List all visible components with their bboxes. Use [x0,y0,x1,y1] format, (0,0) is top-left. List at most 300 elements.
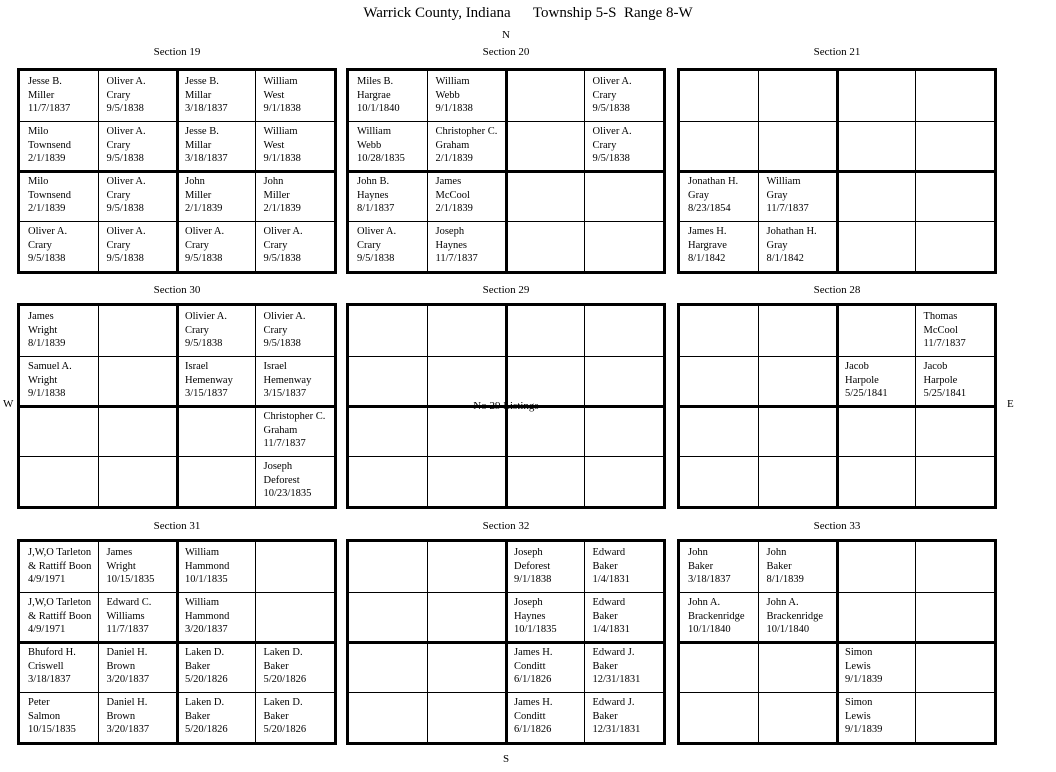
page-title: Warrick County, Indiana Township 5-S Range 8-W [363,5,693,21]
entry-line: Townsend [28,139,72,151]
entry-line: Oliver A. [106,226,146,237]
entry-line: Oliver A. [106,126,146,137]
land-entry [759,221,835,270]
land-entry [585,692,661,741]
land-entry [585,121,661,170]
entry-line: Joseph [263,461,293,472]
entry-line: 4/9/1971 [28,574,66,585]
entry-line: Baker [263,710,289,722]
section-box [346,539,666,745]
entry-line: Miller [263,189,290,201]
entry-line: Baker [592,560,618,572]
land-entry [177,692,253,741]
entry-line: 2/1/1839 [435,153,473,164]
entry-line: 10/1/1835 [185,574,228,585]
land-entry [759,542,835,591]
entry-line: John A. [688,597,721,608]
entry-line: William [185,547,219,558]
entry-line: Daniel H. [106,697,148,708]
entry-line: Crary [263,324,288,336]
entry-line: Criswell [28,660,64,672]
land-entry [20,642,96,691]
entry-line: Joseph [514,597,543,608]
land-entry [256,221,332,270]
land-entry [256,406,332,455]
entry-line: West [263,139,285,151]
land-entry [99,692,175,741]
entry-line: Graham [435,139,470,151]
entry-line: Lewis [845,710,871,722]
entry-line: 9/5/1838 [106,203,144,214]
entry-line: Gray [766,189,788,201]
land-entry [256,171,332,220]
entry-line: Harpole [923,374,958,386]
entry-line: 10/1/1840 [357,103,400,114]
land-entry [177,306,253,355]
entry-line: Israel [263,361,287,372]
land-entry [20,171,96,220]
entry-line: Crary [106,139,131,151]
entry-line: Crary [263,239,288,251]
entry-line: Lewis [845,660,871,672]
land-entry [349,121,425,170]
entry-line: William [435,76,470,87]
entry-line: 9/5/1838 [28,253,66,264]
land-entry [99,221,175,270]
entry-line: 9/1/1838 [435,103,473,114]
entry-line: 8/1/1837 [357,203,395,214]
land-entry [585,592,661,641]
land-entry [428,171,504,220]
section-box [677,539,997,745]
entry-line: Jesse B. [185,76,219,87]
entry-line: 3/20/1837 [106,724,150,735]
entry-line: 9/1/1838 [263,103,301,114]
entry-line: Crary [106,239,131,251]
entry-line: J,W,O Tarleton [28,597,92,608]
entry-line: 11/7/1837 [106,624,149,635]
entry-line: Miller [185,189,212,201]
entry-line: 8/23/1854 [688,203,731,214]
entry-line: 10/1/1840 [688,624,731,635]
entry-line: West [263,89,285,101]
entry-line: 2/1/1839 [185,203,223,214]
entry-line: Milo [28,126,49,137]
land-entry [256,692,332,741]
entry-line: 9/5/1838 [185,338,223,349]
land-entry [99,542,175,591]
entry-line: 9/1/1838 [28,388,66,399]
entry-line: 11/7/1837 [766,203,809,214]
land-entry [837,642,913,691]
entry-line: Haynes [357,189,389,201]
entry-line: 8/1/1842 [688,253,726,264]
land-entry [99,171,175,220]
entry-line: Brackenridge [688,610,745,622]
entry-line: Simon [845,647,873,658]
entry-line: 3/18/1837 [688,574,731,585]
section-label: Section 20 [482,46,530,58]
land-entry [256,356,332,405]
section-label: Section 30 [153,284,201,296]
entry-line: Baker [592,660,618,672]
land-entry [585,71,661,120]
land-entry [680,171,756,220]
entry-line: Bhuford H. [28,647,76,658]
entry-line: 10/28/1835 [357,153,405,164]
entry-line: 1/4/1831 [592,624,630,635]
entry-line: Thomas [923,311,958,322]
entry-line: Oliver A. [28,226,68,237]
entry-line: 3/15/1837 [263,388,307,399]
entry-line: 6/1/1826 [514,674,552,685]
land-entry [428,121,504,170]
entry-line: Jonathan H. [688,176,739,187]
land-entry [680,592,756,641]
entry-line: 2/1/1839 [263,203,301,214]
entry-line: Wright [106,560,136,572]
land-entry [256,306,332,355]
land-entry [177,71,253,120]
entry-line: 5/20/1826 [185,724,228,735]
entry-line: 5/20/1826 [263,724,307,735]
entry-line: 11/7/1837 [923,338,966,349]
land-entry [916,306,992,355]
entry-line: Laken D. [185,697,225,708]
section-box [346,68,666,274]
entry-line: Samuel A. [28,361,72,372]
entry-line: Oliver A. [592,76,632,87]
land-entry [680,221,756,270]
land-entry [837,356,913,405]
entry-line: Millar [185,139,212,151]
entry-line: William [766,176,801,187]
entry-line: 9/5/1838 [185,253,223,264]
entry-line: 3/18/1837 [185,153,228,164]
land-entry [759,171,835,220]
entry-line: 3/18/1837 [185,103,228,114]
land-entry [20,121,96,170]
entry-line: Gray [766,239,788,251]
entry-line: 12/31/1831 [592,724,641,735]
land-entry [256,642,332,691]
entry-line: & Rattiff Boon [28,560,92,572]
land-entry [20,542,96,591]
land-entry [585,542,661,591]
entry-line: Graham [263,424,298,436]
entry-line: Baker [185,710,211,722]
entry-line: Deforest [263,474,300,486]
entry-line: Simon [845,697,873,708]
land-entry [837,692,913,741]
compass-north: N [502,29,510,41]
entry-line: 8/1/1842 [766,253,804,264]
land-entry [177,356,253,405]
land-entry [256,456,332,505]
entry-line: 1/4/1831 [592,574,630,585]
section-box [677,303,997,509]
entry-line: Crary [592,139,617,151]
entry-line: Baker [263,660,289,672]
entry-line: 11/7/1837 [28,103,71,114]
entry-line: Brown [106,710,136,722]
grid-line [680,121,994,122]
entry-line: Hargrae [357,89,391,101]
entry-line: Oliver A. [357,226,397,237]
section-box [17,539,337,745]
entry-line: Baker [592,710,618,722]
land-entry [680,542,756,591]
entry-line: Hammond [185,560,230,572]
entry-line: 9/5/1838 [106,153,144,164]
entry-line: James [435,176,462,187]
entry-line: Miller [28,89,55,101]
entry-line: William [185,597,219,608]
land-entry [20,71,96,120]
entry-line: Laken D. [263,647,303,658]
entry-line: 8/1/1839 [766,574,804,585]
entry-line: Conditt [514,710,546,722]
land-entry [99,592,175,641]
entry-line: Baker [185,660,211,672]
entry-line: 9/1/1838 [514,574,552,585]
land-entry [585,642,661,691]
entry-line: 2/1/1839 [435,203,473,214]
land-entry [20,592,96,641]
section-box [677,68,997,274]
entry-line: Hemenway [185,374,233,386]
grid-line [680,456,994,457]
entry-line: John [688,547,708,558]
entry-line: Joseph [514,547,543,558]
entry-line: Wright [28,324,58,336]
entry-line: James H. [688,226,727,237]
entry-line: 9/5/1838 [106,253,144,264]
entry-line: James [28,311,54,322]
entry-line: Olivier A. [263,311,306,322]
entry-line: 9/5/1838 [106,103,144,114]
land-entry [99,642,175,691]
entry-line: Crary [357,239,381,251]
entry-line: Crary [185,324,209,336]
land-entry [506,642,582,691]
land-entry [20,306,96,355]
entry-line: McCool [435,189,470,201]
entry-line: Jacob [923,361,948,372]
section-label: Section 29 [482,284,530,296]
section-note: No 29 Listings [473,400,539,412]
land-entry [177,221,253,270]
entry-line: 5/25/1841 [845,388,888,399]
entry-line: Joseph [435,226,465,237]
entry-line: 5/20/1826 [185,674,228,685]
entry-line: 2/1/1839 [28,203,66,214]
entry-line: 3/15/1837 [185,388,228,399]
section-box [346,303,666,509]
entry-line: James H. [514,647,553,658]
entry-line: Miles B. [357,76,394,87]
land-entry [177,642,253,691]
entry-line: Webb [357,139,382,151]
land-entry [20,221,96,270]
entry-line: William [357,126,391,137]
entry-line: 3/20/1837 [185,624,228,635]
entry-line: 2/1/1839 [28,153,66,164]
section-label: Section 19 [153,46,201,58]
entry-line: James [106,547,133,558]
entry-line: John A. [766,597,799,608]
entry-line: 5/25/1841 [923,388,967,399]
entry-line: Johathan H. [766,226,817,237]
section-label: Section 31 [153,520,201,532]
entry-line: Webb [435,89,460,101]
entry-line: Jesse B. [185,126,219,137]
entry-line: 9/5/1838 [357,253,395,264]
entry-line: John [766,547,787,558]
entry-line: Brackenridge [766,610,824,622]
entry-line: Haynes [435,239,467,251]
land-entry [20,692,96,741]
entry-line: 10/23/1835 [263,488,312,499]
compass-west: W [3,398,14,410]
entry-line: Gray [688,189,709,201]
entry-line: 3/20/1837 [106,674,150,685]
land-entry [428,71,504,120]
entry-line: Oliver A. [106,176,146,187]
entry-line: Haynes [514,610,546,622]
land-entry [177,171,253,220]
section-label: Section 32 [482,520,530,532]
entry-line: 11/7/1837 [435,253,478,264]
entry-line: 4/9/1971 [28,624,66,635]
entry-line: Harpole [845,374,879,386]
entry-line: Christopher C. [435,126,498,137]
entry-line: 6/1/1826 [514,724,552,735]
entry-line: Brown [106,660,136,672]
entry-line: Laken D. [185,647,225,658]
entry-line: Hammond [185,610,230,622]
entry-line: 11/7/1837 [263,438,306,449]
land-entry [506,692,582,741]
compass-east: E [1007,398,1014,410]
land-entry [177,592,253,641]
entry-line: Milo [28,176,49,187]
entry-line: Olivier A. [185,311,227,322]
entry-line: Millar [185,89,212,101]
entry-line: Crary [106,189,131,201]
land-entry [99,71,175,120]
entry-line: Daniel H. [106,647,148,658]
entry-line: Edward [592,547,626,558]
entry-line: Townsend [28,189,72,201]
entry-line: Oliver A. [185,226,225,237]
land-entry [349,221,425,270]
entry-line: 10/15/1835 [28,724,76,735]
entry-line: Crary [185,239,209,251]
entry-line: Oliver A. [263,226,303,237]
section-label: Section 33 [813,520,861,532]
entry-line: & Rattiff Boon [28,610,92,622]
entry-line: Williams [106,610,145,622]
entry-line: Hemenway [263,374,312,386]
entry-line: Wright [28,374,58,386]
land-entry [256,71,332,120]
land-entry [20,356,96,405]
land-entry [349,171,425,220]
entry-line: Christopher C. [263,411,326,422]
entry-line: 5/20/1826 [263,674,307,685]
entry-line: Edward [592,597,626,608]
entry-line: William [263,126,298,137]
entry-line: J,W,O Tarleton [28,547,92,558]
land-entry [256,121,332,170]
entry-line: 3/18/1837 [28,674,71,685]
entry-line: 9/5/1838 [592,153,630,164]
entry-line: Baker [592,610,618,622]
land-entry [506,592,582,641]
entry-line: 9/5/1838 [263,253,301,264]
entry-line: Edward J. [592,647,635,658]
land-entry [428,221,504,270]
section-box [17,303,337,509]
entry-line: Hargrave [688,239,727,251]
entry-line: Laken D. [263,697,303,708]
land-entry [506,542,582,591]
entry-line: James H. [514,697,553,708]
entry-line: Salmon [28,710,61,722]
land-entry [916,356,992,405]
entry-line: 8/1/1839 [28,338,66,349]
section-label: Section 28 [813,284,861,296]
entry-line: William [263,76,298,87]
land-entry [177,542,253,591]
entry-line: Baker [688,560,714,572]
entry-line: Baker [766,560,792,572]
entry-line: 10/1/1835 [514,624,557,635]
land-entry [99,121,175,170]
entry-line: 9/1/1839 [845,724,883,735]
land-entry [349,71,425,120]
entry-line: 10/15/1835 [106,574,155,585]
entry-line: Jesse B. [28,76,62,87]
entry-line: Crary [28,239,52,251]
entry-line: Israel [185,361,209,372]
entry-line: Edward J. [592,697,635,708]
entry-line: Edward C. [106,597,152,608]
entry-line: 10/1/1840 [766,624,810,635]
entry-line: Oliver A. [592,126,632,137]
section-label: Section 21 [813,46,861,58]
entry-line: Jacob [845,361,869,372]
entry-line: McCool [923,324,958,336]
land-entry [177,121,253,170]
entry-line: 9/5/1838 [592,103,630,114]
entry-line: 9/5/1838 [263,338,301,349]
entry-line: 9/1/1838 [263,153,301,164]
section-box [17,68,337,274]
entry-line: Oliver A. [106,76,146,87]
entry-line: John [185,176,205,187]
entry-line: Crary [592,89,617,101]
entry-line: John [263,176,284,187]
entry-line: Deforest [514,560,551,572]
entry-line: Peter [28,697,50,708]
entry-line: John B. [357,176,390,187]
compass-south: S [503,753,510,765]
entry-line: 12/31/1831 [592,674,641,685]
entry-line: Crary [106,89,131,101]
land-entry [759,592,835,641]
